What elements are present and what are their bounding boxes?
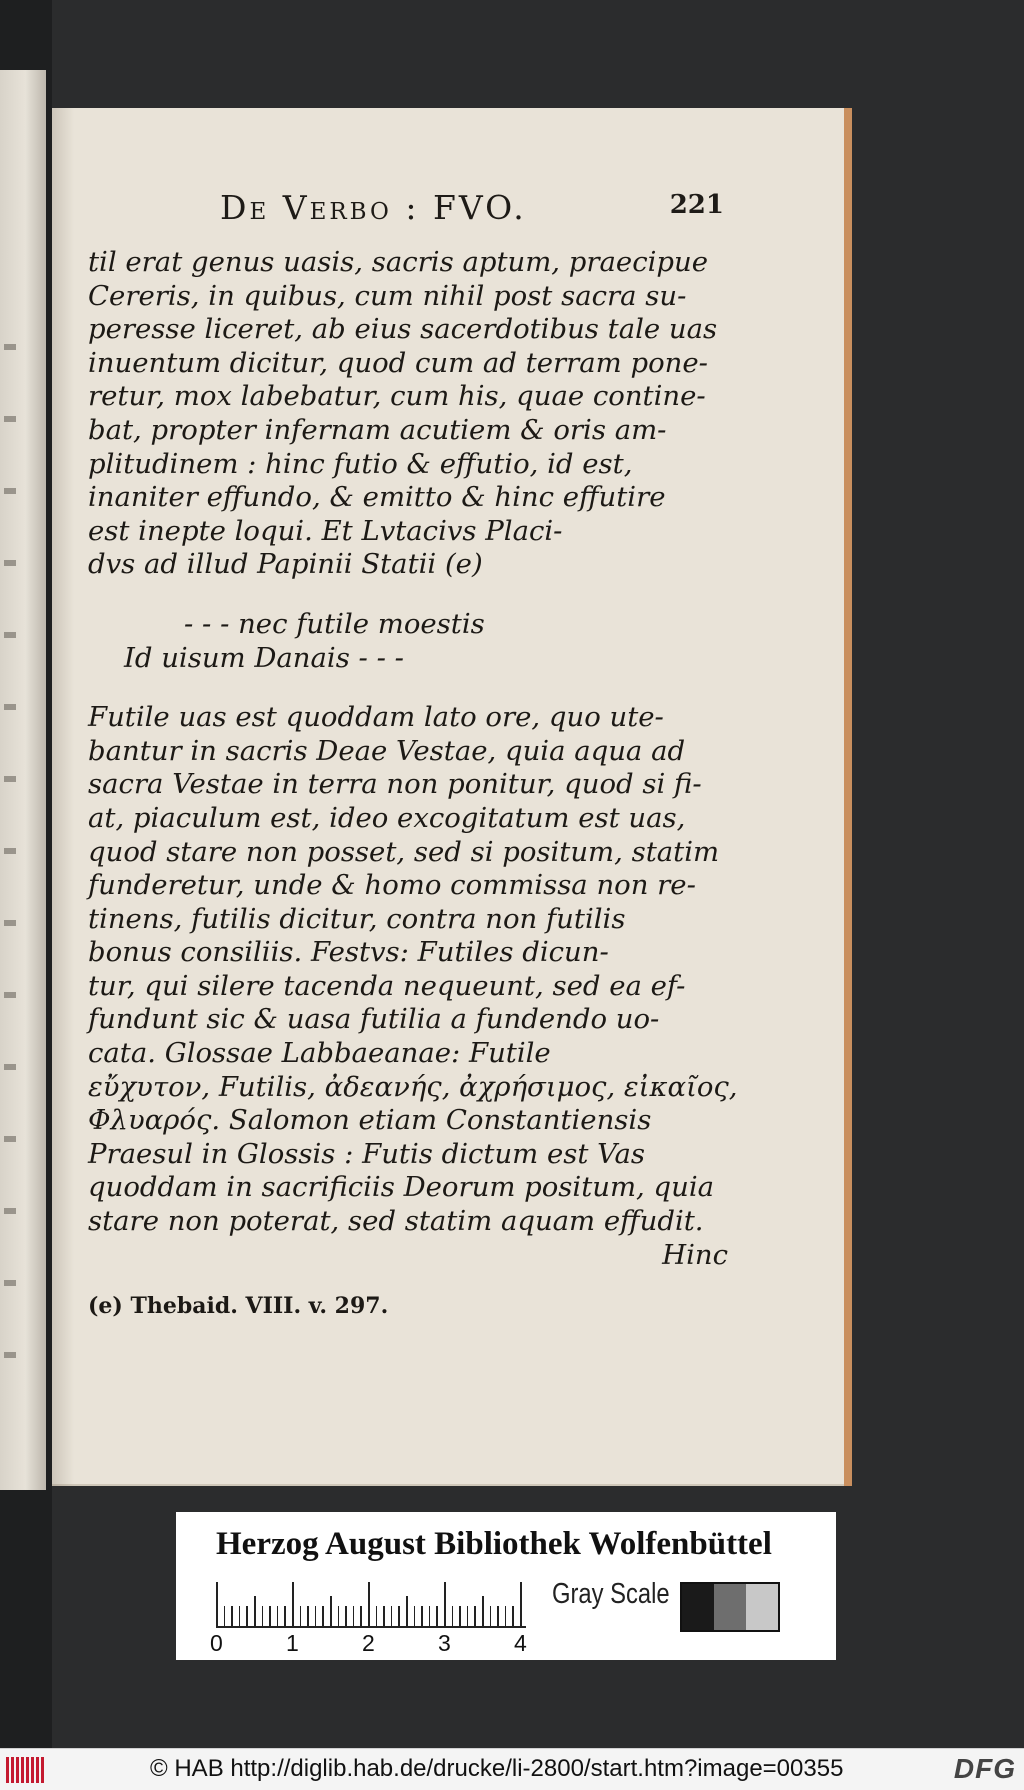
ruler-tick <box>376 1606 378 1628</box>
ruler-tick <box>353 1606 355 1628</box>
text-line: tur, qui silere tacenda nequeunt, sed ea ef- <box>88 969 686 1002</box>
footer-bar <box>0 1748 1024 1790</box>
text-line: est inepte loqui. Et Lvtacivs Placi- <box>88 514 563 547</box>
ruler-tick <box>338 1606 340 1628</box>
ruler-tick <box>406 1596 408 1628</box>
ruler-tick <box>482 1596 484 1628</box>
ruler-tick <box>239 1606 241 1628</box>
ruler-tick <box>459 1606 461 1628</box>
ruler-tick <box>467 1606 469 1628</box>
verse-line: - - - nec futile moestis <box>184 607 485 640</box>
footnote: (e) Thebaid. VIII. v. 297. <box>88 1293 389 1319</box>
source-credit: © HAB http://diglib.hab.de/drucke/li-2800/start.htm?image=00355 <box>150 1755 844 1782</box>
text-line: til erat genus uasis, sacris aptum, praecipue <box>88 246 708 278</box>
text-line: Praesul in Glossis : Futis dictum est Vas <box>88 1137 646 1170</box>
ruler-tick <box>284 1606 286 1628</box>
text-line: cata. Glossae Labbaeanae: Futile <box>88 1037 551 1070</box>
hab-logo-icon <box>6 1757 46 1783</box>
color-reference-card <box>176 1512 836 1660</box>
page-number: 221 <box>669 190 724 220</box>
adjacent-page-edge <box>0 70 46 1490</box>
ruler-tick <box>383 1606 385 1628</box>
text-line: Futile uas est quoddam lato ore, quo ute- <box>88 701 664 734</box>
text-line: quoddam in sacrificiis Deorum positum, quia <box>88 1171 715 1204</box>
ruler-label: 4 <box>514 1630 527 1656</box>
text-line: inaniter effundo, & emitto & hinc effutire <box>88 481 666 514</box>
ruler-tick <box>300 1606 302 1628</box>
catchword: Hinc <box>662 1238 728 1271</box>
adjacent-page-text-fragments <box>4 310 16 1360</box>
ruler-tick <box>307 1606 309 1628</box>
ruler-tick <box>315 1606 317 1628</box>
ruler-tick <box>322 1606 324 1628</box>
text-line: sacra Vestae in terra non ponitur, quod si fi- <box>88 768 702 801</box>
ruler-tick <box>345 1606 347 1628</box>
ruler-tick <box>231 1606 233 1628</box>
gray-swatch <box>682 1584 714 1630</box>
running-head-title: De Verbo : FVO. <box>220 188 527 227</box>
ruler-tick <box>262 1606 264 1628</box>
ruler-label: 2 <box>362 1630 375 1656</box>
text-line: bat, propter infernam acutiem & oris am- <box>88 413 667 446</box>
text-line: stare non poterat, sed statim aquam effudit. <box>88 1205 704 1238</box>
ruler-tick <box>330 1596 332 1628</box>
ruler-tick <box>421 1606 423 1628</box>
verse-line: Id uisum Danais - - - <box>124 641 404 674</box>
gray-scale-label: Gray Scale <box>552 1578 670 1610</box>
ruler-tick <box>246 1606 248 1628</box>
dfg-logo: DFG <box>953 1753 1016 1784</box>
ruler-label: 0 <box>210 1630 223 1656</box>
ruler-label: 1 <box>286 1630 299 1656</box>
ruler-tick <box>429 1606 431 1628</box>
ruler-tick <box>497 1606 499 1628</box>
gray-swatch <box>746 1584 778 1630</box>
text-line: tinens, futilis dicitur, contra non futilis <box>88 902 626 935</box>
ruler-tick <box>452 1606 454 1628</box>
ruler-tick <box>505 1606 507 1628</box>
ruler-tick <box>224 1606 226 1628</box>
ruler-tick <box>216 1582 218 1628</box>
ruler-tick <box>360 1606 362 1628</box>
ruler-label: 3 <box>438 1630 451 1656</box>
running-head <box>52 188 852 228</box>
ruler-labels <box>210 1630 550 1656</box>
ruler-tick <box>436 1606 438 1628</box>
ruler-tick <box>368 1582 370 1628</box>
ruler-tick <box>254 1596 256 1628</box>
text-line: inuentum dicitur, quod cum ad terram pone- <box>88 346 708 379</box>
ruler-tick <box>414 1606 416 1628</box>
text-line: bonus consiliis. Festvs: Futiles dicun- <box>88 936 609 969</box>
page-body <box>88 246 738 1272</box>
text-line: Φλυαρός. Salomon etiam Constantiensis <box>88 1104 652 1137</box>
text-line: bantur in sacris Deae Vestae, quia aqua ad <box>88 734 686 767</box>
text-line: Cereris, in quibus, cum nihil post sacra su- <box>88 279 687 312</box>
ruler-tick <box>391 1606 393 1628</box>
book-page <box>52 108 852 1486</box>
ruler-tick <box>398 1606 400 1628</box>
gray-scale-swatches <box>680 1582 780 1632</box>
scale-ruler <box>216 1582 526 1628</box>
text-line: retur, mox labebatur, cum his, quae contine- <box>88 380 706 413</box>
card-title: Herzog August Bibliothek Wolfenbüttel <box>216 1526 772 1562</box>
text-line: fundunt sic & uasa futilia a fundendo uo- <box>88 1003 660 1036</box>
ruler-tick <box>444 1582 446 1628</box>
text-line: funderetur, unde & homo commissa non re- <box>88 869 696 902</box>
text-line: at, piaculum est, ideo excogitatum est uas, <box>88 801 686 834</box>
text-line: εὔχυτον, Futilis, ἀδεανής, ἀχρήσιμος, εἰκαῖος, <box>88 1070 738 1103</box>
ruler-tick <box>292 1582 294 1628</box>
ruler-tick <box>277 1606 279 1628</box>
text-line: quod stare non posset, sed si positum, statim <box>88 835 720 868</box>
ruler-tick <box>512 1606 514 1628</box>
ruler-tick <box>474 1606 476 1628</box>
gray-swatch <box>714 1584 746 1630</box>
text-line: peresse liceret, ab eius sacerdotibus tale uas <box>88 313 718 346</box>
ruler-tick <box>490 1606 492 1628</box>
ruler-tick <box>269 1606 271 1628</box>
text-line: plitudinem : hinc futio & effutio, id est, <box>88 447 633 480</box>
ruler-tick <box>520 1582 522 1628</box>
text-line: dvs ad illud Papinii Statii (e) <box>88 548 483 581</box>
